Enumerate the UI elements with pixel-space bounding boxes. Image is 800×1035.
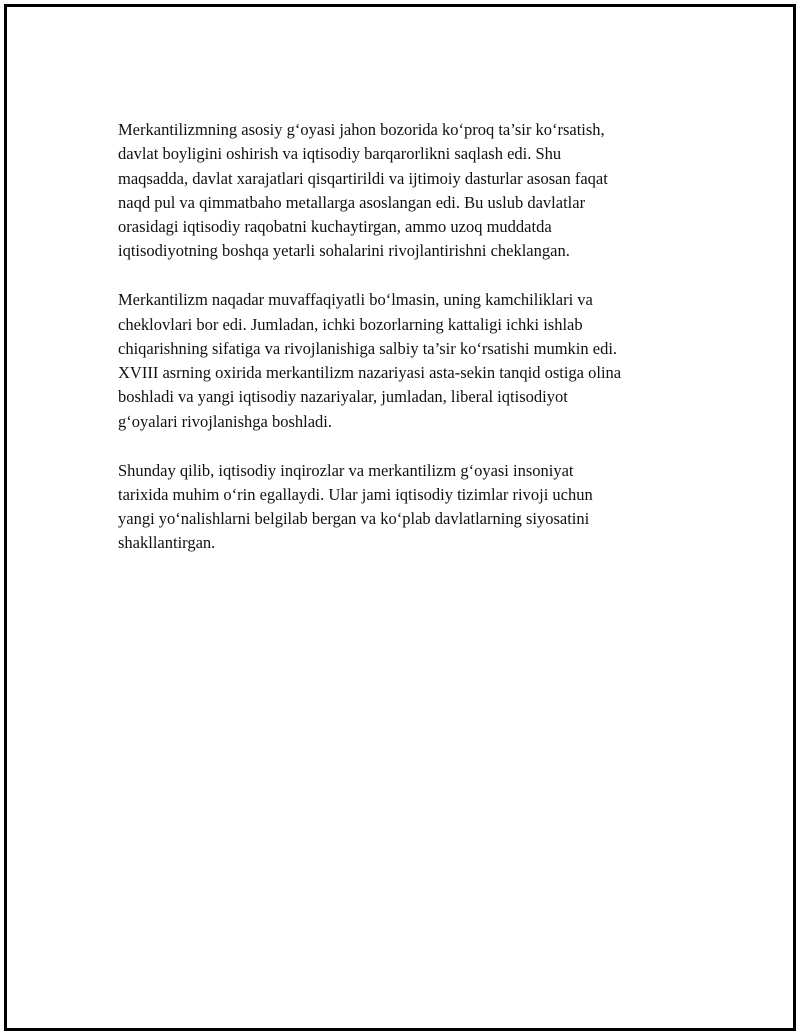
paragraph-2	[118, 288, 678, 434]
paragraph-line: naqd pul va qimmatbaho metallarga asoslangan edi. Bu uslub davlatlar	[118, 192, 586, 212]
document-body	[118, 118, 678, 580]
paragraph-line: boshladi va yangi iqtisodiy nazariyalar, jumladan, liberal iqtisodiyot	[118, 387, 568, 407]
paragraph-line: shakllantirgan.	[118, 533, 216, 553]
paragraph-line: Merkantilizm naqadar muvaffaqiyatli bo‘lmasin, uning kamchiliklari va	[118, 290, 593, 310]
paragraph-3	[118, 459, 678, 556]
paragraph-1	[118, 118, 678, 264]
paragraph-line: cheklovlari bor edi. Jumladan, ichki bozorlarning kattaligi ichki ishlab	[118, 314, 583, 334]
paragraph-line: davlat boyligini oshirish va iqtisodiy barqarorlikni saqlash edi. Shu	[118, 144, 562, 164]
paragraph-line: iqtisodiyotning boshqa yetarli sohalarini rivojlantirishni cheklangan.	[118, 241, 570, 261]
paragraph-line: yangi yo‘nalishlarni belgilab bergan va ko‘plab davlatlarning siyosatini	[118, 509, 590, 529]
paragraph-line: XVIII asrning oxirida merkantilizm nazariyasi asta-sekin tanqid ostiga olina	[118, 363, 622, 383]
paragraph-line: orasidagi iqtisodiy raqobatni kuchaytirgan, ammo uzoq muddatda	[118, 217, 552, 237]
paragraph-line: tarixida muhim o‘rin egallaydi. Ular jami iqtisodiy tizimlar rivoji uchun	[118, 484, 593, 504]
paragraph-line: chiqarishning sifatiga va rivojlanishiga salbiy ta’sir ko‘rsatishi mumkin edi.	[118, 338, 618, 358]
paragraph-line: maqsadda, davlat xarajatlari qisqartirildi va ijtimoiy dasturlar asosan faqat	[118, 168, 608, 188]
paragraph-line: g‘oyalari rivojlanishga boshladi.	[118, 411, 332, 431]
paragraph-line: Merkantilizmning asosiy g‘oyasi jahon bozorida ko‘proq ta’sir ko‘rsatish,	[118, 120, 605, 139]
paragraph-line: Shunday qilib, iqtisodiy inqirozlar va merkantilizm g‘oyasi insoniyat	[118, 460, 574, 480]
